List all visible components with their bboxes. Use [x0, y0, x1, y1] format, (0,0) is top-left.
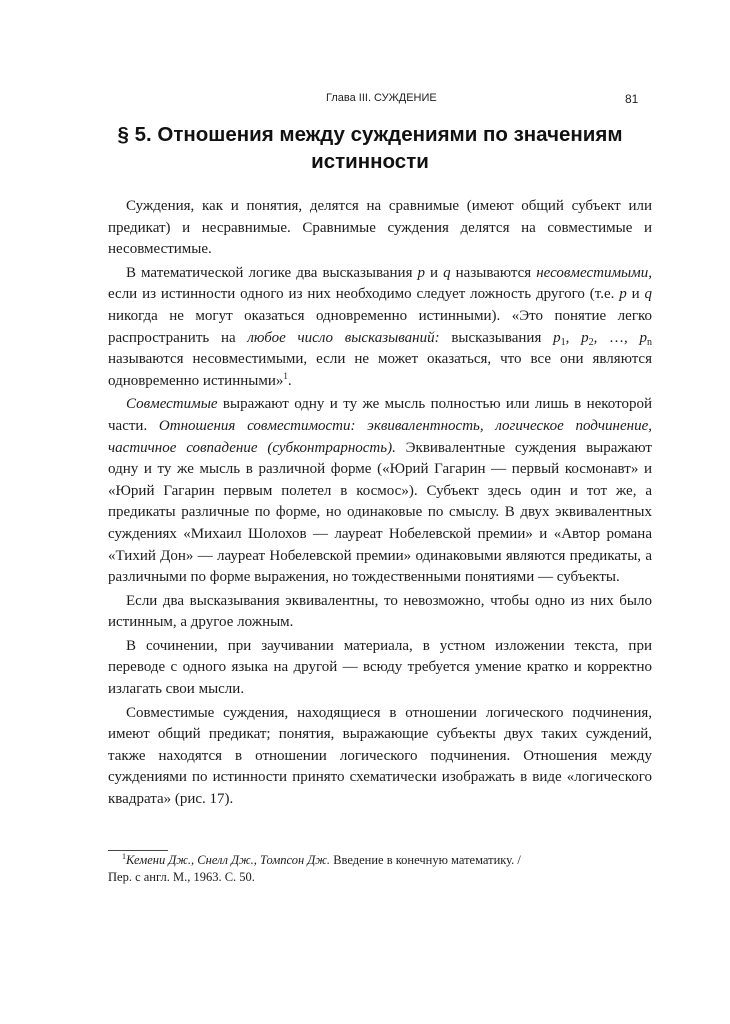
footnote-divider [108, 850, 168, 851]
page-number: 81 [625, 92, 639, 106]
running-head [0, 92, 730, 110]
footnote-text: Введение в конечную математику. / Пер. с англ. М., 1963. С. 50. [108, 853, 521, 884]
paragraph-incompatible-statements [108, 263, 652, 393]
text-run: и [626, 286, 645, 303]
footnote-reference[interactable]: 1 [283, 370, 288, 381]
text-run: и [425, 264, 444, 281]
body-text [108, 196, 652, 811]
footnote-mark: 1 [122, 852, 126, 861]
chapter-title: Глава III. СУЖДЕНИЕ [326, 92, 437, 104]
variable-q: q [443, 264, 451, 281]
subscript: 1 [560, 336, 566, 348]
paragraph-composition: В сочинении, при заучивании материала, в устном изложении текста, при переводе с одного языка на другой — всюду требуется умение кратко и корректно излагать свои мысли. [108, 637, 652, 698]
text-run: , [565, 329, 582, 346]
variable-p1: р [553, 329, 561, 346]
text-run: В математической логике два высказывания [126, 264, 418, 281]
term-compatibility-relations: Отношения совместимости: эквивалентность, логическое подчинение, частичное совпадение (субконтрарность). [108, 417, 652, 456]
variable-p: р [619, 286, 627, 303]
text-run: называются несовместимыми, если не может оказаться, что все они являются одновременно истинными» [108, 351, 652, 389]
section-title: § 5. Отношения между суждениями по значениям истинности [117, 123, 623, 173]
variable-p: р [417, 264, 426, 281]
variable-p2: р [581, 329, 589, 346]
text-run: . [287, 372, 292, 389]
term-compatible: Совместимые [126, 396, 218, 413]
paragraph-compatible-judgments [108, 394, 652, 588]
subscript: 2 [588, 336, 594, 348]
footnote-authors: Кемени Дж., Снелл Дж., Томпсон Дж. [126, 853, 331, 867]
variable-pn: р [639, 329, 648, 346]
subscript: n [647, 336, 653, 348]
variable-q: q [644, 286, 653, 303]
text-run: выражают одну и ту же мысль полностью или лишь в некоторой части. [108, 396, 652, 434]
text-run: Эквивалентные суждения выражают одну и ту же мысль в различной форме («Юрий Гагарин — первый космонавт» и «Юрий Гагарин первым полетел в космос»). Субъект здесь один и тот же, а предикаты различные по форме, но одинаковые по смыслу. В двух эквивалентных суждениях «Михаил Шолохов — лауреат Нобелевской премии» и «Автор романа «Тихий Дон» — лауреат Нобелевской премии» одинаковыми являются предикаты, а различными по форме выражения, но тождественными понятиями — субъекты. [108, 439, 652, 586]
text-run: высказывания [439, 329, 554, 346]
text-run: никогда не могут оказаться одновременно истинными). «Это понятие легко распространить на [108, 307, 652, 346]
text-run: если из истинности одного из них необходимо следует ложность другого (т.е. [108, 286, 620, 303]
term-incompatible: несовместимыми, [536, 264, 652, 281]
footnote [108, 852, 528, 886]
text-run: , …, [593, 329, 640, 346]
paragraph-logical-subordination: Совместимые суждения, находящиеся в отношении логического подчинения, имеют общий предикат; понятия, выражающие субъекты двух таких суждений, также находятся в отношении логического подчинения. Отношения между суждениями по истинности принято схематически изображать в виде «логического квадрата» (рис. 17). [108, 704, 652, 808]
paragraph-equivalence: Если два высказывания эквивалентны, то невозможно, чтобы одно из них было истинным, а другое ложным. [108, 592, 652, 631]
term-any-number: любое число высказываний: [247, 329, 440, 346]
text-run: называются [450, 264, 537, 281]
paragraph-comparable-judgments: Суждения, как и понятия, делятся на сравнимые (имеют общий субъект или предикат) и несравнимые. Сравнимые суждения делятся на совместимые и несовместимые. [108, 198, 652, 258]
